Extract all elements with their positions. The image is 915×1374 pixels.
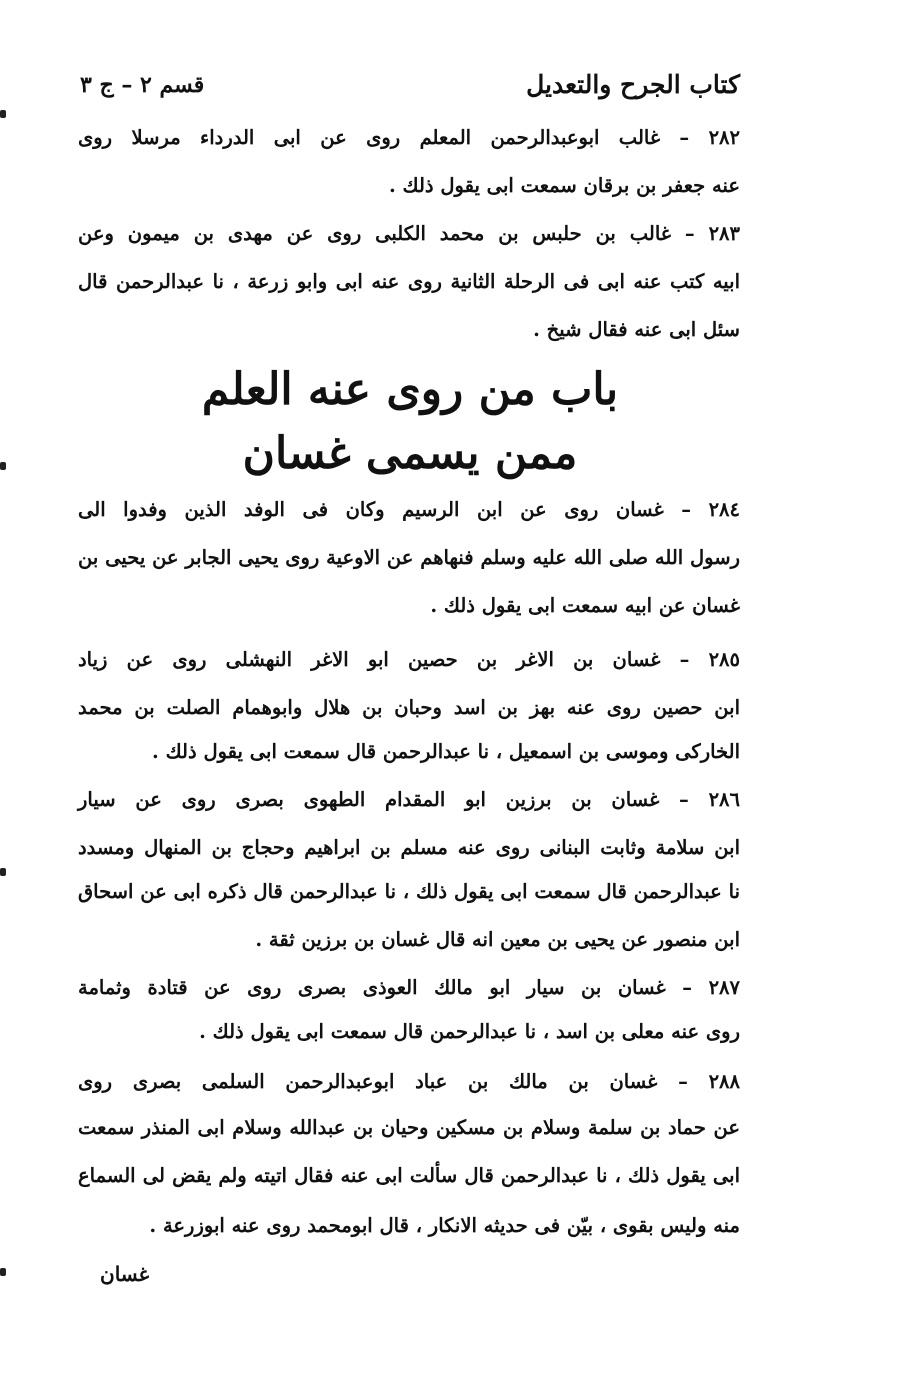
running-head — [80, 70, 740, 106]
chapter-title-line-2: ممن يسمى غسان — [242, 428, 578, 479]
entry-286-line-4: ابن منصور عن يحيى بن معين انه قال غسان بن برزين ثقة . — [255, 928, 740, 951]
entry-282-line-1: ٢٨٢ – غالب ابوعبدالرحمن المعلم روى عن ابى الدرداء مرسلا روى — [78, 126, 740, 149]
entry-288-line-1: ٢٨٨ – غسان بن مالك بن عباد ابوعبدالرحمن السلمى بصرى روى — [78, 1070, 740, 1093]
chapter-title-line-1: باب من روى عنه العلم — [201, 364, 619, 415]
margin-mark — [0, 110, 6, 118]
margin-mark — [0, 1268, 6, 1276]
entry-287-line-1: ٢٨٧ – غسان بن سيار ابو مالك العوذى بصرى روى عن قتادة وثمامة — [78, 976, 740, 999]
entry-285-line-2: ابن حصين روى عنه بهز بن اسد وحبان بن هلال وابوهمام الصلت بن محمد — [78, 696, 740, 719]
entry-286-line-3: نا عبدالرحمن قال سمعت ابى يقول ذلك ، نا عبدالرحمن قال ذكره ابى عن اسحاق — [78, 880, 740, 903]
entry-288-line-4: منه وليس بقوى ، بيّن فى حديثه الانكار ، قال ابومحمد روى عنه ابوزرعة . — [149, 1214, 740, 1237]
book-title: كتاب الجرح والتعديل — [526, 70, 740, 99]
margin-mark — [0, 868, 6, 876]
entry-284-line-3: غسان عن ابيه سمعت ابى يقول ذلك . — [430, 594, 740, 617]
margin-mark — [0, 462, 6, 470]
entry-285-line-3: الخاركى وموسى بن اسمعيل ، نا عبدالرحمن قال سمعت ابى يقول ذلك . — [152, 740, 740, 763]
entry-287-line-2: روى عنه معلى بن اسد ، نا عبدالرحمن قال سمعت ابى يقول ذلك . — [199, 1020, 740, 1043]
entry-288-line-3: ابى يقول ذلك ، نا عبدالرحمن قال سألت ابى عنه فقال اتيته ولم يقض لى السماع — [78, 1164, 740, 1187]
entry-283-line-3: سئل ابى عنه فقال شيخ . — [533, 318, 740, 341]
entry-286-line-2: ابن سلامة وثابت البنانى روى عنه مسلم بن ابراهيم وحجاج بن المنهال ومسدد — [78, 836, 740, 859]
entry-288-line-2: عن حماد بن سلمة وسلام بن مسكين وحيان بن عبدالله وسلام ابى المنذر سمعت — [78, 1116, 740, 1139]
entry-282-line-2: عنه جعفر بن برقان سمعت ابى يقول ذلك . — [388, 174, 740, 197]
entry-283-line-1: ٢٨٣ – غالب بن حلبس بن محمد الكلبى روى عن مهدى بن ميمون وعن — [78, 222, 740, 245]
entry-285-line-1: ٢٨٥ – غسان بن الاغر بن حصين ابو الاغر النهشلى روى عن زياد — [78, 648, 740, 671]
volume-label: قسم ٢ – ج ٣ — [80, 72, 205, 98]
catchword: غسان — [100, 1262, 150, 1286]
entry-283-line-2: ابيه كتب عنه ابى فى الرحلة الثانية روى عنه ابى وابو زرعة ، نا عبدالرحمن قال — [78, 270, 741, 293]
entry-286-line-1: ٢٨٦ – غسان بن برزين ابو المقدام الطهوى بصرى روى عن سيار — [78, 788, 740, 811]
entry-284-line-1: ٢٨٤ – غسان روى عن ابن الرسيم وكان فى الوفد الذين وفدوا الى — [78, 498, 740, 521]
entry-284-line-2: رسول الله صلى الله عليه وسلم فنهاهم عن الاوعية روى يحيى الجابر عن يحيى بن — [78, 546, 740, 569]
